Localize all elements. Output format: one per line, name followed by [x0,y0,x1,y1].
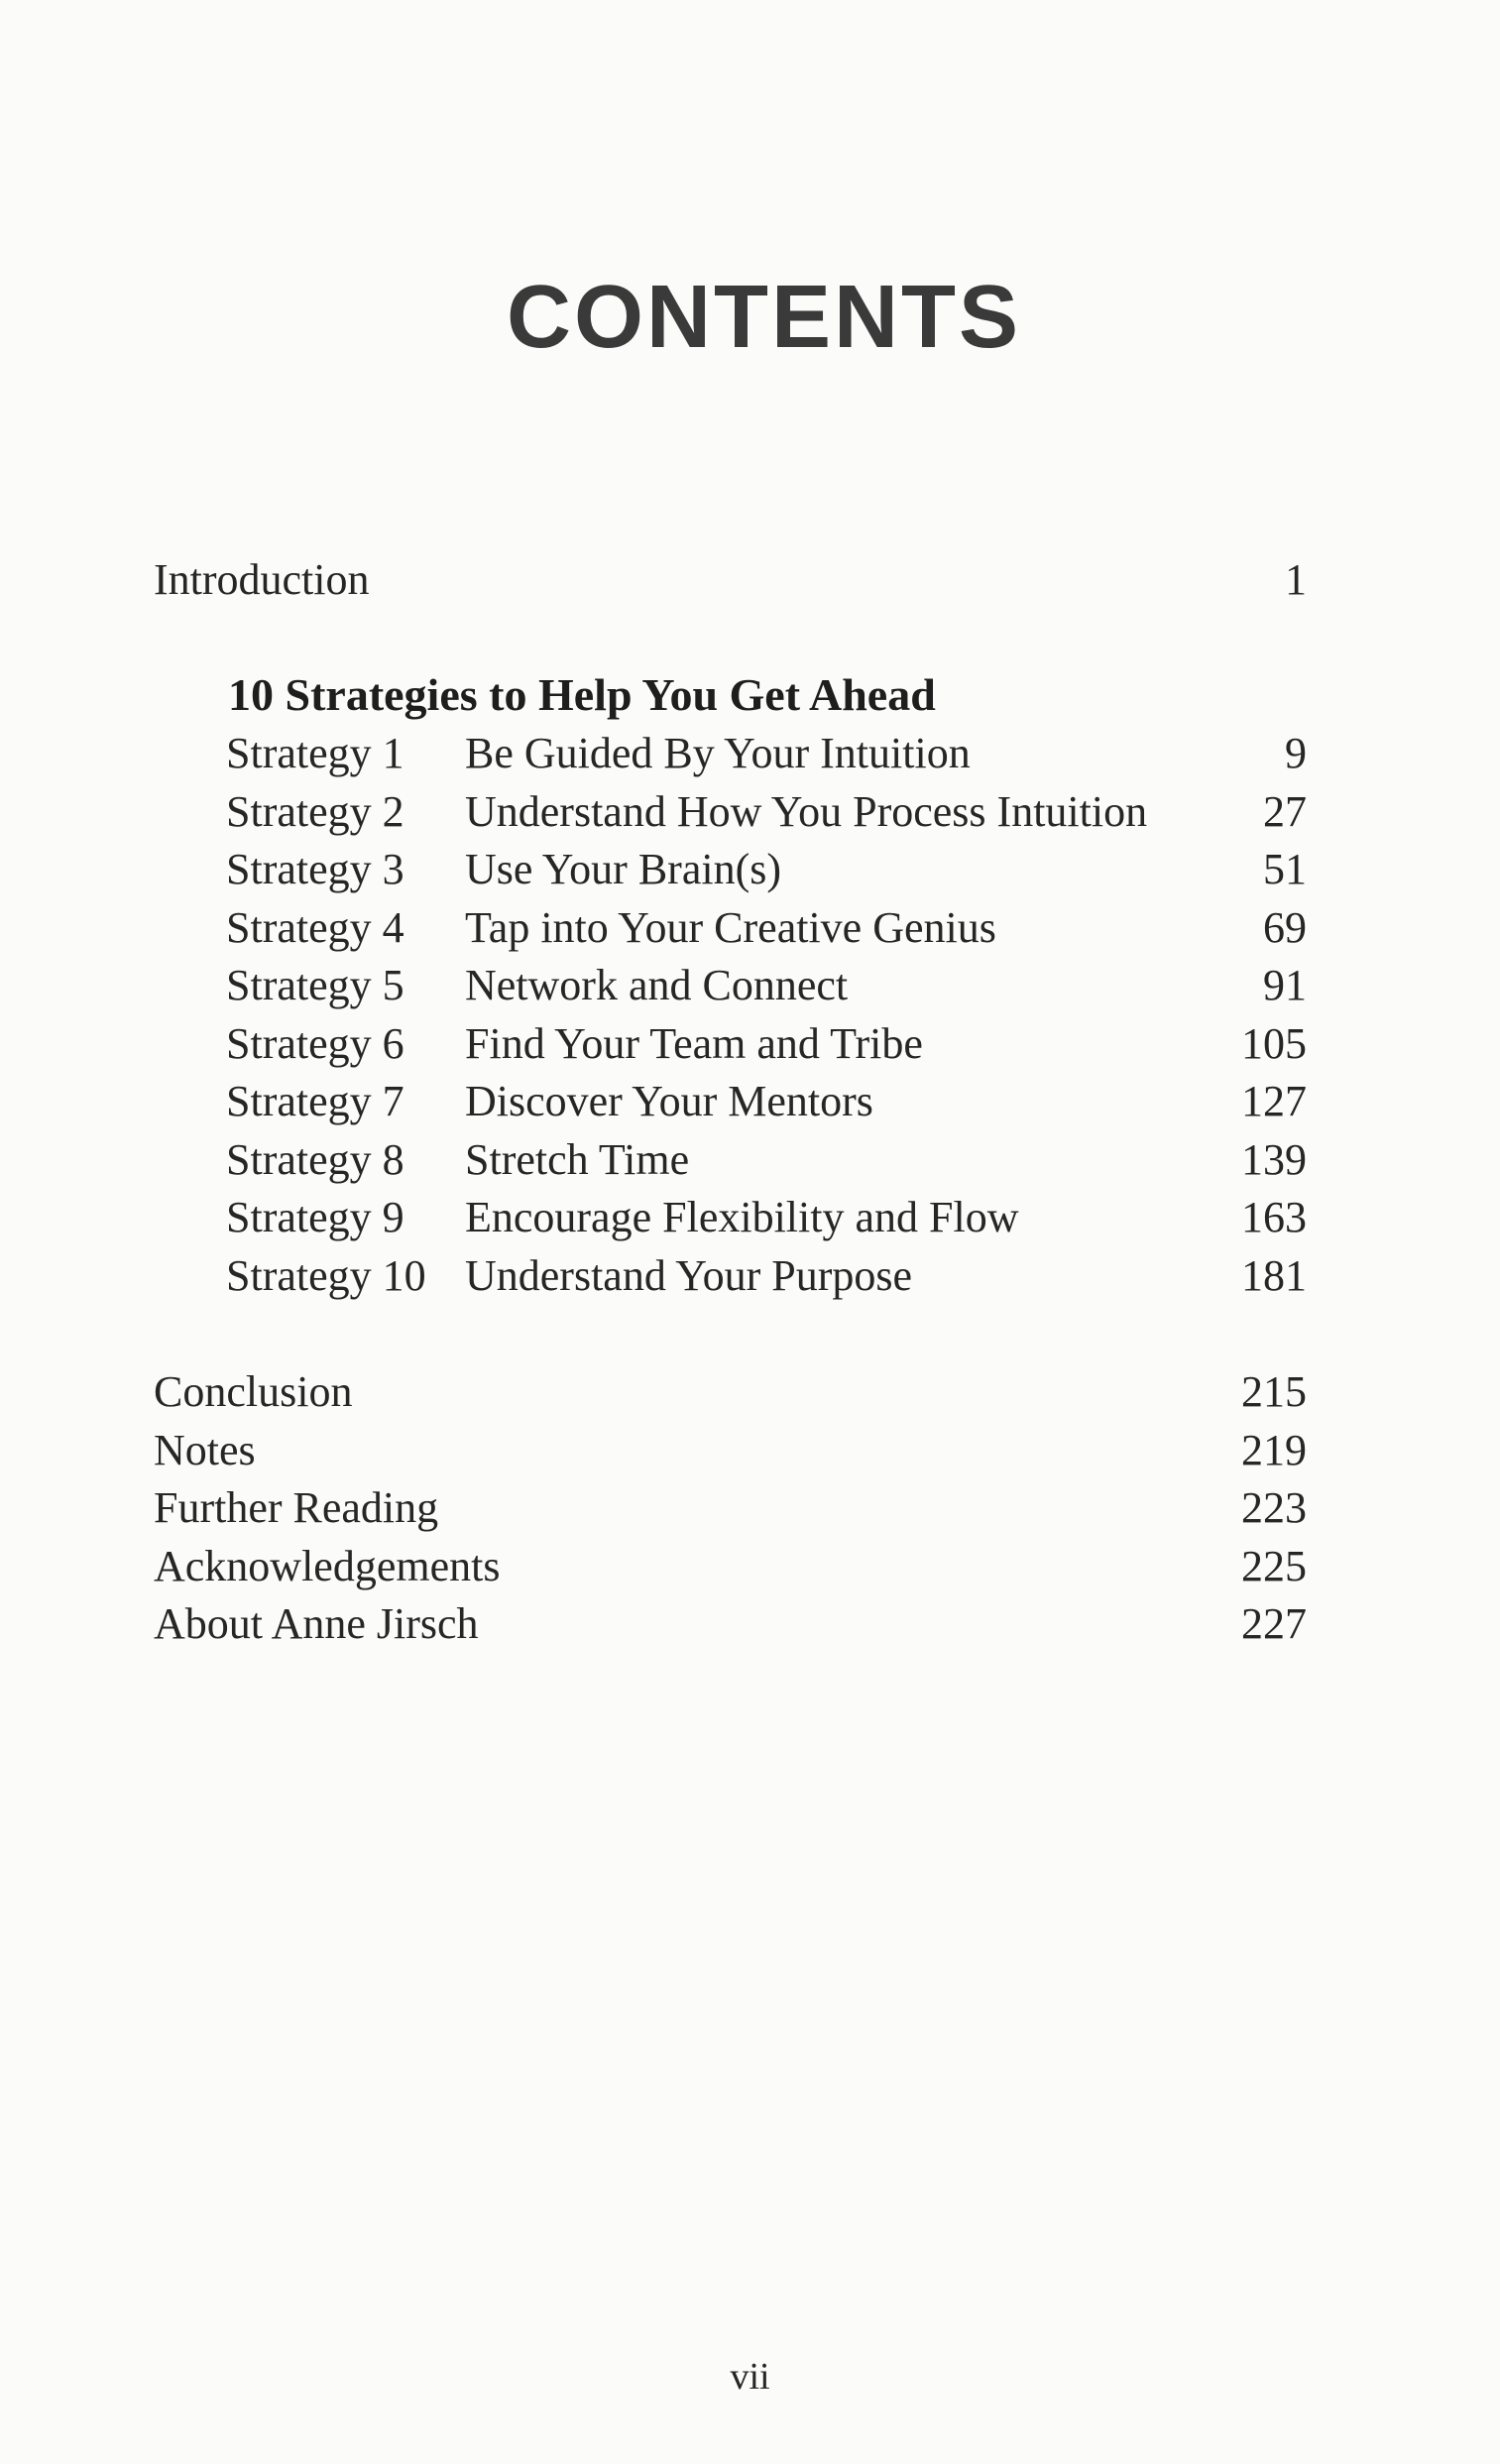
toc-entry-notes[interactable]: Notes [154,1426,256,1474]
strategy-title: Discover Your Mentors [465,1077,873,1125]
toc-entry-about-author[interactable]: About Anne Jirsch [154,1599,479,1648]
toc-page-introduction: 1 [1285,555,1307,604]
strategy-page: 51 [1263,845,1307,893]
strategy-title: Tap into Your Creative Genius [465,903,996,952]
strategy-title: Use Your Brain(s) [465,845,781,893]
toc-entry-acknowledgements[interactable]: Acknowledgements [154,1542,501,1590]
strategy-number: Strategy 5 [226,961,404,1009]
page-title: CONTENTS [507,268,1021,367]
strategy-number: Strategy 3 [226,845,404,893]
toc-entry-introduction[interactable]: Introduction [154,555,370,604]
section-heading: 10 Strategies to Help You Get Ahead [228,669,936,720]
strategy-page: 105 [1241,1019,1307,1068]
toc-page-conclusion: 215 [1241,1367,1307,1416]
strategy-title: Encourage Flexibility and Flow [465,1193,1019,1241]
strategy-number: Strategy 4 [226,903,404,952]
strategy-number: Strategy 9 [226,1193,404,1241]
strategy-number: Strategy 7 [226,1077,404,1125]
toc-entry-further-reading[interactable]: Further Reading [154,1483,439,1532]
strategy-number: Strategy 10 [226,1251,426,1300]
strategy-page: 27 [1263,787,1307,836]
strategy-title: Stretch Time [465,1135,690,1184]
toc-page-acknowledgements: 225 [1241,1542,1307,1590]
strategy-page: 139 [1241,1135,1307,1184]
strategy-number: Strategy 2 [226,787,404,836]
strategy-page: 163 [1241,1193,1307,1241]
strategy-title: Understand Your Purpose [465,1251,912,1300]
strategy-page: 91 [1263,961,1307,1009]
strategy-page: 69 [1263,903,1307,952]
strategy-number: Strategy 8 [226,1135,404,1184]
strategy-title: Understand How You Process Intuition [465,787,1148,836]
toc-page-further-reading: 223 [1241,1483,1307,1532]
toc-entry-conclusion[interactable]: Conclusion [154,1367,353,1416]
strategy-page: 181 [1241,1251,1307,1300]
strategy-title: Network and Connect [465,961,849,1009]
toc-page-about-author: 227 [1241,1599,1307,1648]
strategy-number: Strategy 1 [226,729,404,777]
strategy-page: 127 [1241,1077,1307,1125]
strategy-title: Find Your Team and Tribe [465,1019,923,1068]
strategy-page: 9 [1285,729,1307,777]
strategy-title: Be Guided By Your Intuition [465,729,971,777]
strategy-number: Strategy 6 [226,1019,404,1068]
page-number: vii [730,2356,770,2398]
toc-page-notes: 219 [1241,1426,1307,1474]
